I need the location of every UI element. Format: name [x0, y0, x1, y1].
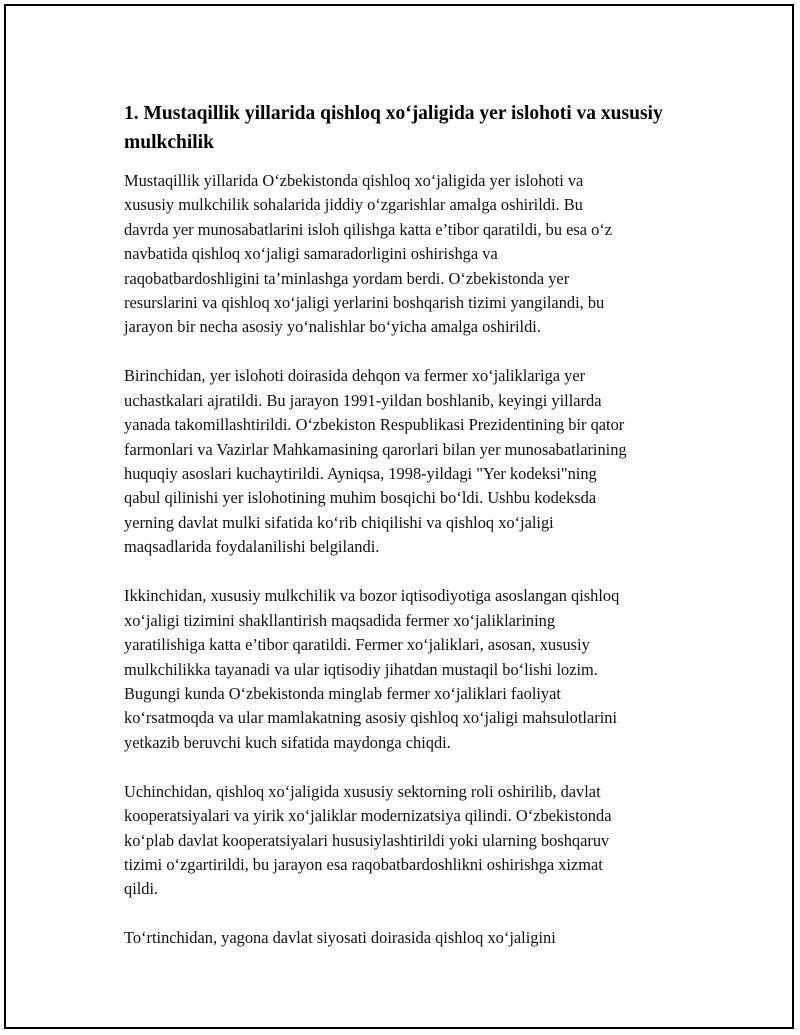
document-body [124, 99, 690, 975]
paragraph-fourth-point: To‘rtinchidan, yagona davlat siyosati doirasida qishloq xo‘jaligini [124, 928, 556, 948]
paragraph-second-point: Ikkinchidan, xususiy mulkchilik va bozor iqtisodiyotiga asoslangan qishloq xo‘jaligi tizimini shakllantirish maqsadida fermer xo‘jaliklarining yaratilishiga katta e’tibor qaratildi. Fermer xo‘jaliklari, asosan, xususiy mulkchilikka tayanadi va ular iqtisodiy jihatdan mustaqil bo‘lishi lozim. Bugungi kunda O‘zbekistonda minglab fermer xo‘jaliklari faoliyat ko‘rsatmoqda va ular mamlakatning asosiy qishloq xo‘jaligi mahsulotlarini yetkazib beruvchi kuch sifatida maydonga chiqdi. [124, 586, 620, 752]
paragraph-intro: Mustaqillik yillarida O‘zbekistonda qishloq xo‘jaligida yer islohoti va xususiy mulkchilik sohalarida jiddiy o‘zgarishlar amalga oshirildi. Bu davrda yer munosabatlarini isloh qilishga katta e’tibor qaratildi, bu esa o‘z navbatida qishloq xo‘jaligi samaradorligini oshirishga va raqobatbardoshligini ta’minlashga yordam berdi. O‘zbekistonda yer resurslarini va qishloq xo‘jaligi yerlarini boshqarish tizimi yangilandi, bu jarayon bir necha asosiy yo‘nalishlar bo‘yicha amalga oshirildi. [124, 171, 613, 337]
section-heading: 1. Mustaqillik yillarida qishloq xo‘jaligida yer islohoti va xususiy mulkchilik [124, 103, 663, 153]
paragraph-third-point: Uchinchidan, qishloq xo‘jaligida xususiy sektorning roli oshirilib, davlat kooperatsiyalari va yirik xo‘jaliklar modernizatsiya qilindi. O‘zbekistonda ko‘plab davlat kooperatsiyalari hususiylashtirildi yoki ularning boshqaruv tizimi o‘zgartirildi, bu jarayon esa raqobatbardoshlikni oshirishga xizmat qildi. [124, 781, 612, 899]
paragraph-first-point: Birinchidan, yer islohoti doirasida dehqon va fermer xo‘jaliklariga yer uchastkalari ajratildi. Bu jarayon 1991-yildan boshlanib, keyingi yillarda yanada takomillashtirildi. O‘zbekiston Respublikasi Prezidentining bir qator farmonlari va Vazirlar Mahkamasining qarorlari bilan yer munosabatlarining huquqiy asoslari kuchaytirildi. Ayniqsa, 1998-yildagi "Yer kodeksi"ning qabul qilinishi yer islohotining muhim bosqichi bo‘ldi. Ushbu kodeksda yerning davlat mulki sifatida ko‘rib chiqilishi va qishloq xo‘jaligi maqsadlarida foydalanilishi belgilandi. [124, 366, 627, 557]
page-frame [4, 4, 794, 1029]
